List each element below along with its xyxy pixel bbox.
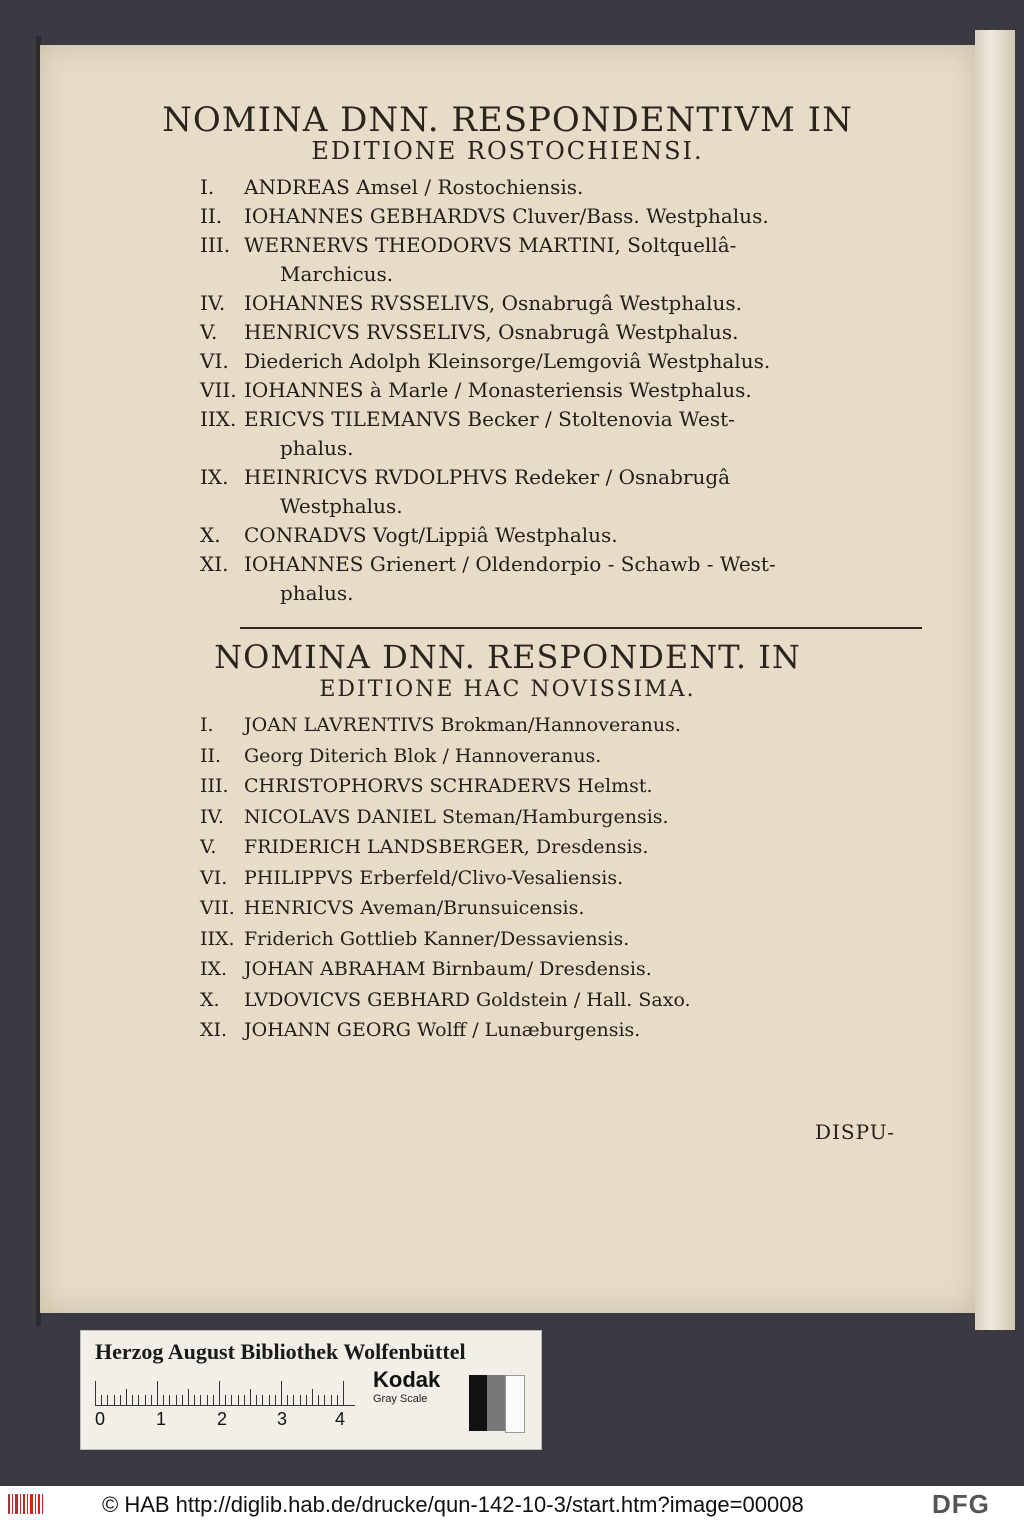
- list-item: [200, 289, 920, 318]
- ruler-tick: [176, 1395, 177, 1405]
- ruler-tick: [157, 1381, 158, 1405]
- section2-title: NOMINA DNN. RESPONDENT. IN: [214, 638, 801, 676]
- ruler-tick: [244, 1395, 245, 1405]
- section2-list: [200, 710, 920, 1046]
- list-item: [200, 347, 920, 376]
- next-page-edge: [975, 30, 1015, 1330]
- dfg-logo: DFG: [932, 1489, 990, 1519]
- ruler-tick: [343, 1381, 344, 1405]
- list-item: [200, 985, 920, 1016]
- item-number: VI.: [200, 866, 228, 889]
- item-text: HENRICVS Aveman/Brunsuicensis.: [244, 897, 585, 919]
- item-number: IX.: [200, 465, 229, 489]
- measurement-ruler: [95, 1379, 355, 1406]
- item-text: HENRICVS RVSSELIVS, Osnabrugâ Westphalus.: [244, 320, 739, 344]
- item-text: FRIDERICH LANDSBERGER, Dresdensis.: [244, 836, 649, 858]
- ruler-tick: [225, 1395, 226, 1405]
- ruler-tick: [275, 1395, 276, 1405]
- item-number: X.: [200, 988, 220, 1011]
- ruler-tick: [337, 1395, 338, 1405]
- library-label-card: [80, 1330, 542, 1450]
- list-item: [200, 1015, 920, 1046]
- ruler-tick: [331, 1395, 332, 1405]
- list-item: [200, 741, 920, 772]
- ruler-tick: [95, 1381, 96, 1405]
- list-item: [200, 863, 920, 894]
- list-item: [200, 405, 920, 463]
- ruler-tick: [300, 1395, 301, 1405]
- gray-patch-mid: [487, 1375, 505, 1431]
- ruler-number: 0: [95, 1409, 106, 1429]
- item-number: I.: [200, 175, 215, 199]
- ruler-number: 4: [335, 1409, 346, 1429]
- ruler-tick: [262, 1395, 263, 1405]
- ruler-tick: [312, 1389, 313, 1405]
- item-number: IX.: [200, 958, 228, 980]
- item-number: V.: [200, 320, 218, 344]
- item-number: X.: [200, 523, 221, 547]
- section2-subtitle: EDITIONE HAC NOVISSIMA.: [319, 677, 696, 702]
- item-number: VI.: [200, 349, 229, 373]
- ruler-tick: [151, 1395, 152, 1405]
- item-continuation: Westphalus.: [280, 494, 403, 518]
- ruler-tick: [269, 1395, 270, 1405]
- item-text: JOAN LAVRENTIVS Brokman/Hannoveranus.: [244, 714, 681, 736]
- list-item: [200, 231, 920, 289]
- list-item: [200, 893, 920, 924]
- list-item: [200, 954, 920, 985]
- ruler-number: 2: [217, 1409, 228, 1429]
- gray-scale-label: Gray Scale: [373, 1393, 428, 1405]
- ruler-tick: [207, 1395, 208, 1405]
- ruler-tick: [107, 1395, 108, 1405]
- ruler-tick: [219, 1381, 220, 1405]
- item-number: XI.: [200, 1019, 228, 1041]
- ruler-tick: [281, 1381, 282, 1405]
- ruler-tick: [231, 1395, 232, 1405]
- ruler-tick: [194, 1395, 195, 1405]
- ruler-tick: [238, 1395, 239, 1405]
- ruler-tick: [293, 1395, 294, 1405]
- list-item: [200, 202, 920, 231]
- item-text: IOHANNES Grienert / Oldendorpio - Schawb - West-: [244, 552, 776, 576]
- item-number: III.: [200, 775, 229, 797]
- list-item: [200, 832, 920, 863]
- list-item: [200, 376, 920, 405]
- item-continuation: phalus.: [280, 436, 354, 460]
- ruler-tick: [256, 1395, 257, 1405]
- item-text: JOHAN ABRAHAM Birnbaum/ Dresdensis.: [244, 958, 652, 980]
- barcode-icon: [8, 1492, 46, 1516]
- item-text: NICOLAVS DANIEL Steman/Hamburgensis.: [244, 805, 669, 828]
- item-text: JOHANN GEORG Wolff / Lunæburgensis.: [244, 1019, 641, 1041]
- ruler-tick: [163, 1395, 164, 1405]
- item-continuation: Marchicus.: [280, 262, 394, 286]
- ruler-tick: [324, 1395, 325, 1405]
- item-number: IIX.: [200, 407, 237, 431]
- item-number: VII.: [200, 897, 235, 919]
- footer-bar: [0, 1486, 1024, 1523]
- item-text: ERICVS TILEMANVS Becker / Stoltenovia West-: [244, 407, 735, 431]
- item-text: CHRISTOPHORVS SCHRADERVS Helmst.: [244, 775, 653, 797]
- gray-patch-white: [505, 1375, 525, 1433]
- section1-subtitle: EDITIONE ROSTOCHIENSI.: [311, 137, 704, 165]
- ruler-tick: [114, 1395, 115, 1405]
- ruler-tick: [101, 1395, 102, 1405]
- ruler-tick: [182, 1395, 183, 1405]
- list-item: [200, 173, 920, 202]
- section1-list: [200, 173, 920, 608]
- ruler-tick: [126, 1389, 127, 1405]
- item-text: LVDOVICVS GEBHARD Goldstein / Hall. Saxo.: [244, 988, 691, 1011]
- ruler-tick: [200, 1395, 201, 1405]
- ruler-number: 3: [277, 1409, 288, 1429]
- item-number: I.: [200, 714, 214, 736]
- item-text: IOHANNES GEBHARDVS Cluver/Bass. Westphalus.: [244, 204, 769, 228]
- kodak-brand: Kodak: [373, 1367, 441, 1392]
- source-link[interactable]: © HAB http://diglib.hab.de/drucke/qun-142-10-3/start.htm?image=00008: [102, 1492, 804, 1517]
- catchword: DISPU-: [815, 1120, 896, 1144]
- ruler-tick: [250, 1389, 251, 1405]
- item-continuation: phalus.: [280, 581, 354, 605]
- list-item: [200, 318, 920, 347]
- document-page: [40, 45, 975, 1313]
- item-number: V.: [200, 836, 217, 858]
- list-item: [200, 924, 920, 955]
- library-name: Herzog August Bibliothek Wolfenbüttel: [95, 1339, 466, 1364]
- list-item: [200, 802, 920, 833]
- list-item: [200, 771, 920, 802]
- list-item: [200, 550, 920, 608]
- item-text: Friderich Gottlieb Kanner/Dessaviensis.: [244, 927, 630, 950]
- item-number: VII.: [200, 378, 237, 402]
- item-text: ANDREAS Amsel / Rostochiensis.: [244, 175, 584, 199]
- item-number: IV.: [200, 291, 226, 315]
- item-text: CONRADVS Vogt/Lippiâ Westphalus.: [244, 523, 618, 547]
- gray-patch-black: [469, 1375, 487, 1431]
- ruler-tick: [188, 1389, 189, 1405]
- list-item: [200, 463, 920, 521]
- ruler-tick: [120, 1395, 121, 1405]
- item-number: II.: [200, 744, 222, 767]
- ruler-tick: [306, 1395, 307, 1405]
- item-number: IV.: [200, 805, 224, 828]
- ruler-tick: [318, 1395, 319, 1405]
- item-number: III.: [200, 233, 231, 257]
- ruler-tick: [145, 1395, 146, 1405]
- item-number: IIX.: [200, 927, 235, 950]
- ruler-tick: [132, 1395, 133, 1405]
- ruler-tick: [169, 1395, 170, 1405]
- ruler-number: 1: [156, 1409, 167, 1429]
- ruler-tick: [138, 1395, 139, 1405]
- section1-title: NOMINA DNN. RESPONDENTIVM IN: [162, 100, 853, 140]
- item-text: Georg Diterich Blok / Hannoveranus.: [244, 744, 602, 767]
- section-divider: [240, 627, 922, 629]
- list-item: [200, 521, 920, 550]
- ruler-tick: [213, 1395, 214, 1405]
- item-number: II.: [200, 204, 223, 228]
- item-text: IOHANNES à Marle / Monasteriensis Westphalus.: [244, 378, 752, 402]
- ruler-tick: [287, 1395, 288, 1405]
- item-text: WERNERVS THEODORVS MARTINI, Soltquellâ-: [244, 233, 737, 257]
- item-text: IOHANNES RVSSELIVS, Osnabrugâ Westphalus.: [244, 291, 742, 315]
- list-item: [200, 710, 920, 741]
- item-text: HEINRICVS RVDOLPHVS Redeker / Osnabrugâ: [244, 465, 731, 489]
- item-number: XI.: [200, 552, 229, 576]
- item-text: PHILIPPVS Erberfeld/Clivo-Vesaliensis.: [244, 866, 624, 889]
- item-text: Diederich Adolph Kleinsorge/Lemgoviâ Westphalus.: [244, 349, 771, 373]
